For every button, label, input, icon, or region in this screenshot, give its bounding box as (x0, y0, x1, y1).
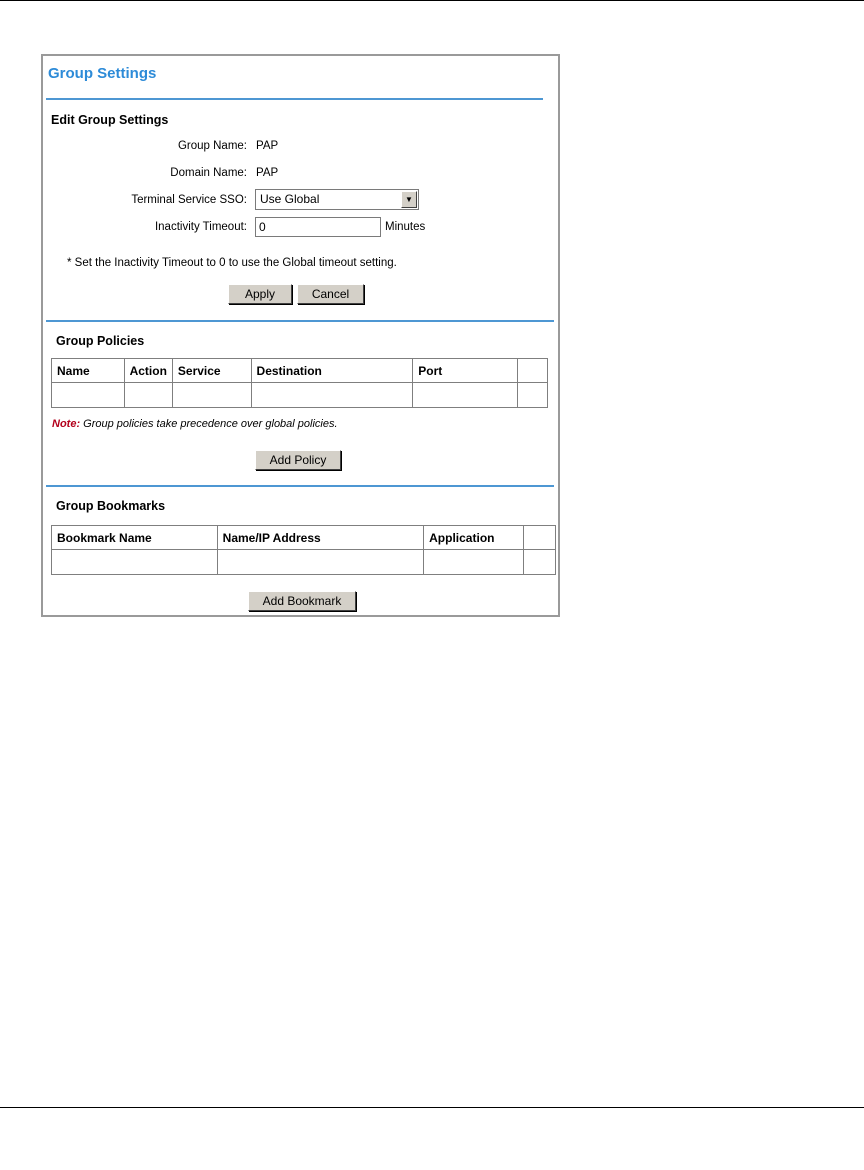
add-policy-button[interactable]: Add Policy (255, 450, 341, 470)
policies-divider (46, 320, 554, 322)
group-settings-panel (41, 54, 560, 617)
chevron-down-icon[interactable]: ▼ (401, 191, 417, 208)
note-text: Group policies take precedence over global policies. (80, 418, 338, 430)
col-action: Action (124, 359, 172, 383)
sso-select[interactable] (255, 189, 419, 210)
policies-heading: Group Policies (56, 334, 145, 348)
table-row (52, 383, 548, 408)
bookmarks-table (51, 525, 556, 575)
col-port: Port (413, 359, 518, 383)
col-bookmark-name: Bookmark Name (52, 526, 218, 550)
apply-button[interactable]: Apply (228, 284, 292, 304)
title-divider (46, 98, 543, 100)
bookmarks-divider (46, 485, 554, 487)
table-row (52, 550, 556, 575)
col-actions (518, 359, 548, 383)
page-top-rule (0, 0, 864, 1)
policies-note (52, 418, 338, 430)
col-name-ip-address: Name/IP Address (217, 526, 423, 550)
domain-name-value: PAP (256, 167, 279, 179)
note-label: Note: (52, 418, 81, 430)
inactivity-timeout-input[interactable]: 0 (255, 217, 381, 237)
domain-name-label: Domain Name: (170, 167, 247, 179)
add-bookmark-button[interactable]: Add Bookmark (248, 591, 356, 611)
group-name-value: PAP (256, 140, 279, 152)
timeout-hint: * Set the Inactivity Timeout to 0 to use the Global timeout setting. (67, 257, 397, 269)
bookmarks-heading: Group Bookmarks (56, 499, 166, 513)
inactivity-timeout-label: Inactivity Timeout: (154, 221, 247, 233)
page-bottom-rule (0, 1107, 864, 1108)
col-destination: Destination (251, 359, 413, 383)
timeout-unit: Minutes (385, 221, 426, 233)
page-title: Group Settings (48, 65, 157, 82)
sso-select-value: Use Global (260, 192, 320, 206)
policies-table (51, 358, 548, 408)
col-actions (524, 526, 556, 550)
table-header-row (52, 359, 548, 383)
sso-label: Terminal Service SSO: (131, 194, 247, 206)
group-name-label: Group Name: (177, 140, 247, 152)
cancel-button[interactable]: Cancel (297, 284, 364, 304)
table-header-row (52, 526, 556, 550)
edit-section-heading: Edit Group Settings (51, 113, 169, 127)
col-name: Name (52, 359, 125, 383)
col-application: Application (424, 526, 524, 550)
col-service: Service (172, 359, 251, 383)
